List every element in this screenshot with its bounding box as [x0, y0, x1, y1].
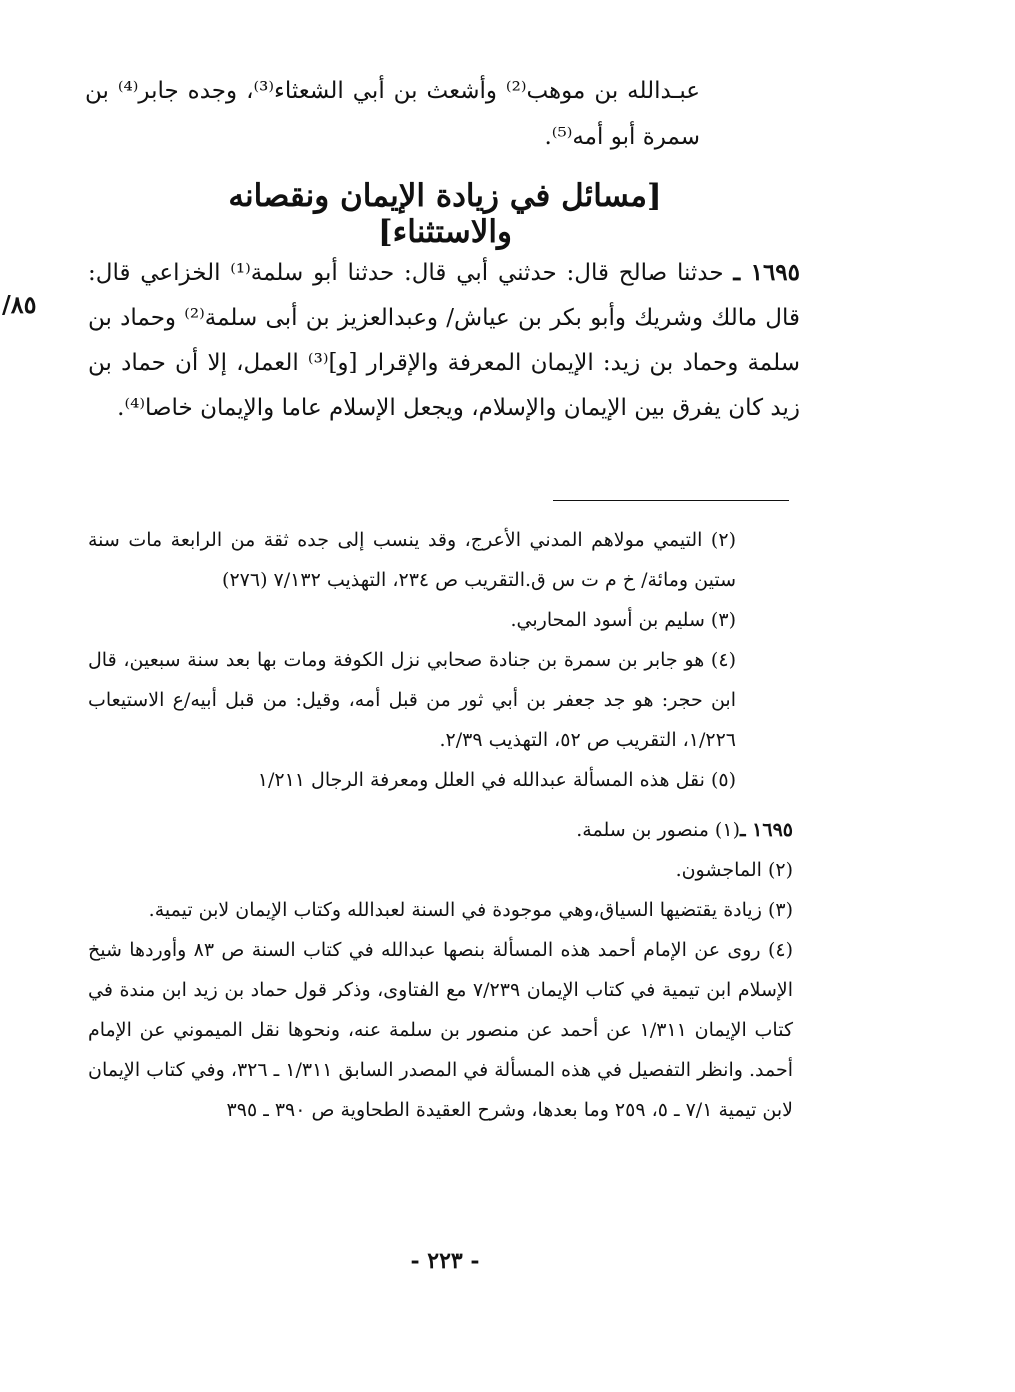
footnote-item: (٣) سليم بن أسود المحاربي. [510, 609, 736, 631]
section-heading: [مسائل في زيادة الإيمان ونقصانه والاستثناء] [228, 178, 662, 250]
footnote-item: (٤) روى عن الإمام أحمد هذه المسألة بنصها عبدالله في كتاب السنة ص ٨٣ وأوردها شيخ الإسلام ابن تيمية في كتاب الإيمان ٧/٢٣٩ مع الفتاوى، وذكر قول حماد بن زيد ابن مندة في كتاب الإيمان ١/٣١١ عن أحمد عن منصور بن سلمة عنه، ونحوها نقل الميموني عن الإمام أحمد. وانظر التفصيل في هذه المسألة في المصدر السابق ١/٣١١ ـ ٣٢٦، وفي كتاب الإيمان لابن تيمية ٧/١ ـ ٥، ٢٥٩ وما بعدها، وشرح العقيدة الطحاوية ص ٣٩٠ ـ ٣٩٥ [88, 939, 794, 1121]
page-number: - ٢٢٣ - [410, 1248, 480, 1274]
intro-paragraph: عبـدالله بن موهب⁽²⁾ وأشعث بن أبي الشعثاء⁽³⁾، وجده جابر⁽⁴⁾ بن سمرة أبو أمه⁽⁵⁾. [85, 78, 701, 150]
hadith-paragraph [88, 250, 800, 431]
footnotes-hadith [88, 810, 793, 1130]
footnote-item: (٣) زيادة يقتضيها السياق،وهي موجودة في السنة لعبدالله وكتاب الإيمان لابن تيمية. [148, 899, 793, 921]
footnote-text: (١) منصور بن سلمة. [576, 819, 740, 841]
footnote-group-label: ١٦٩٥ ـ [739, 819, 793, 841]
footnote-item [88, 810, 793, 850]
hadith-number: ١٦٩٥ ـ [733, 259, 801, 286]
footnote-item: (٤) هو جابر بن سمرة بن جنادة صحابي نزل الكوفة ومات بها بعد سنة سبعين، قال ابن حجر: هو جد جعفر بن أبي ثور من قبل أمه، وقيل: من قبل أبيه/ع الاستيعاب ١/٢٢٦، التقريب ص ٥٢، التهذيب ٢/٣٩. [88, 649, 736, 751]
footnote-item: (٥) نقل هذه المسألة عبدالله في العلل ومعرفة الرجال ١/٢١١ [257, 769, 736, 791]
margin-page-reference: /٨٥ [2, 290, 37, 319]
footnote-item: (٢) التيمي مولاهم المدني الأعرج، وقد ينسب إلى جده ثقة من الرابعة مات سنة ستين ومائة/ خ م ت س ق.التقريب ص ٢٣٤، التهذيب ٧/١٣٢ (٢٧٦) [88, 529, 736, 591]
footnotes-previous [88, 520, 736, 800]
hadith-text: حدثنا صالح قال: حدثني أبي قال: حدثنا أبو سلمة⁽¹⁾ الخزاعي قال: قال مالك وشريك وأبو بكر بن عياش/ وعبدالعزيز بن أبى سلمة⁽²⁾ وحماد بن سلمة وحماد بن زيد: الإيمان المعرفة والإقرار [و]⁽³⁾ العمل، إلا أن حماد بن زيد كان يفرق بين الإيمان والإسلام، ويجعل الإسلام عاما والإيمان خاصا⁽⁴⁾. [88, 260, 800, 421]
footnote-item: (٢) الماجشون. [675, 859, 793, 881]
footnote-separator [553, 500, 789, 501]
